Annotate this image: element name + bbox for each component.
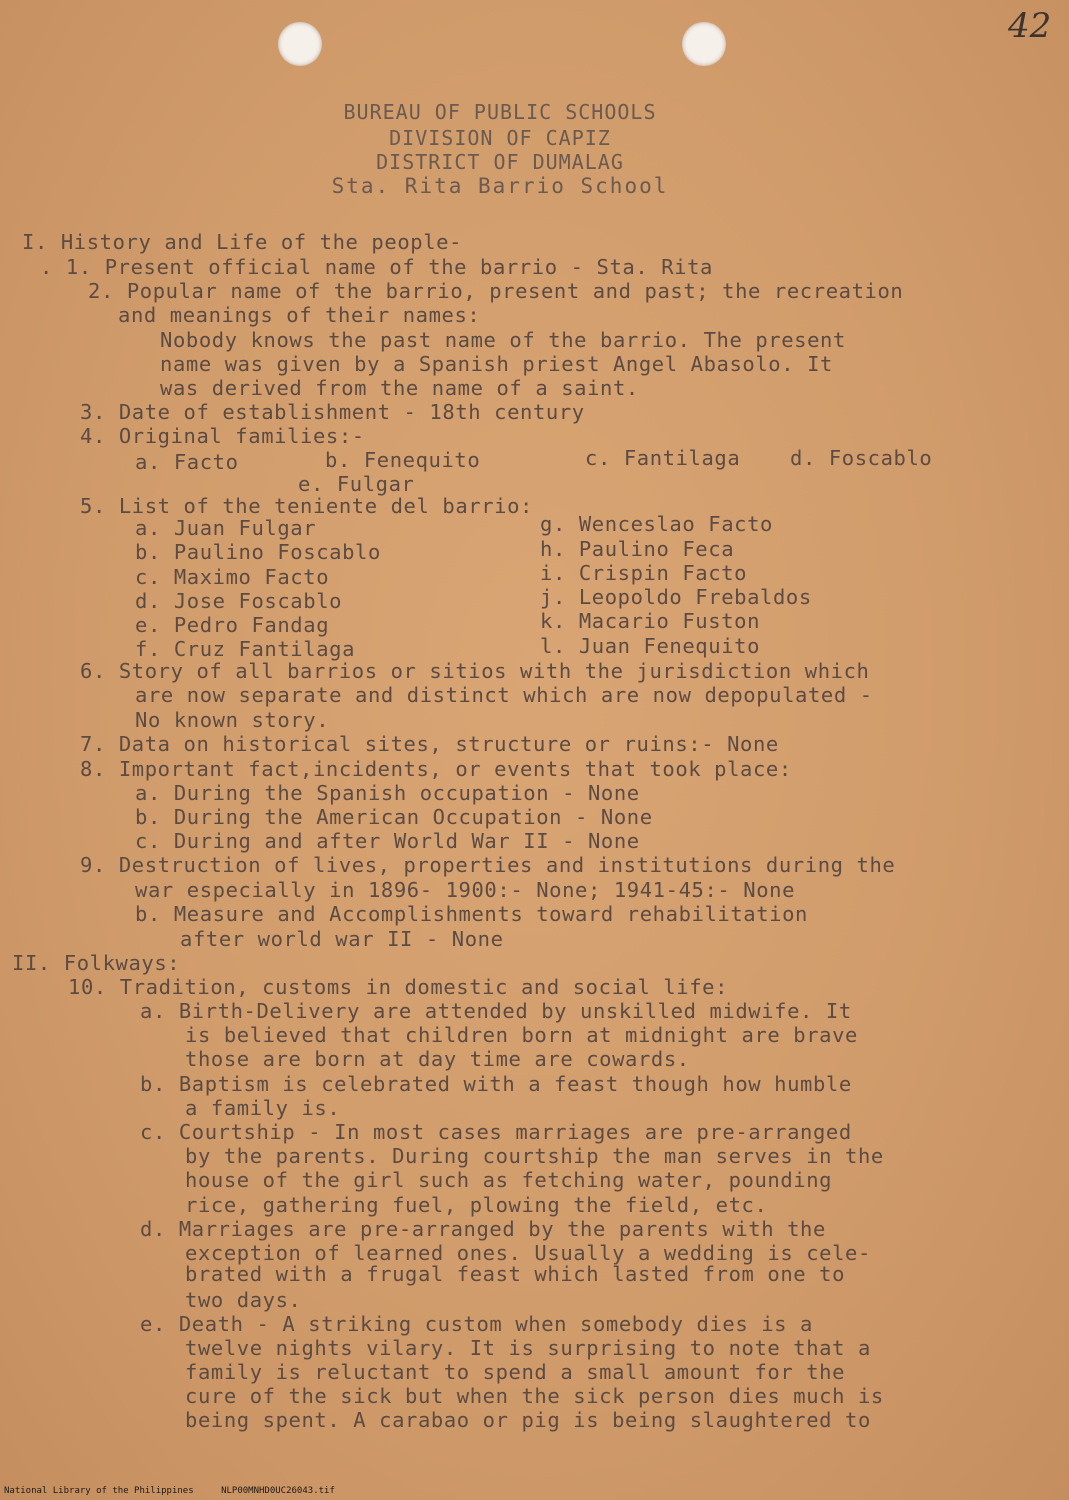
text-line: 8. Important fact,incidents, or events that took place:	[80, 757, 792, 781]
text-line: c. Courtship - In most cases marriages are pre-arranged	[140, 1120, 852, 1144]
text-line: a family is.	[185, 1096, 341, 1120]
text-line: two days.	[185, 1288, 302, 1312]
text-line: b. During the American Occupation - None	[135, 805, 653, 829]
teniente-item: i. Crispin Facto	[540, 561, 748, 585]
teniente-item: h. Paulino Feca	[540, 537, 735, 561]
text-line: 4. Original families:-	[80, 424, 365, 448]
text-line: 5. List of the teniente del barrio:	[80, 494, 533, 518]
text-line: 10. Tradition, customs in domestic and social life:	[68, 975, 729, 999]
text-line: c. During and after World War II - None	[135, 829, 640, 853]
text-line: 9. Destruction of lives, properties and institutions during the	[80, 853, 896, 877]
text-line: 3. Date of establishment - 18th century	[80, 400, 585, 424]
page-number: 42	[1008, 6, 1052, 46]
text-line: No known story.	[135, 708, 330, 732]
text-line: Nobody knows the past name of the barrio. The present	[160, 328, 846, 352]
punch-hole-left	[278, 22, 322, 66]
text-line: and meanings of their names:	[118, 303, 481, 327]
scan-footer	[4, 1486, 357, 1496]
teniente-item: a. Juan Fulgar	[135, 516, 317, 540]
header-school: Sta. Rita Barrio School	[331, 174, 669, 198]
teniente-item: e. Pedro Fandag	[135, 613, 330, 637]
text-line: family is reluctant to spend a small amount for the	[185, 1360, 846, 1384]
text-line: 2. Popular name of the barrio, present and past; the recreation	[88, 279, 904, 303]
family-item: d. Foscablo	[790, 446, 933, 470]
text-line: 6. Story of all barrios or sitios with the jurisdiction which	[80, 659, 870, 683]
teniente-item: d. Jose Foscablo	[135, 589, 343, 613]
text-line: after world war II - None	[180, 927, 504, 951]
text-line: is believed that children born at midnight are brave	[185, 1023, 858, 1047]
text-line: brated with a frugal feast which lasted from one to	[185, 1262, 846, 1286]
text-line: being spent. A carabao or pig is being slaughtered to	[185, 1408, 871, 1432]
text-line: rice, gathering fuel, plowing the field, etc.	[185, 1193, 768, 1217]
teniente-item: l. Juan Fenequito	[540, 634, 761, 658]
header-bureau: BUREAU OF PUBLIC SCHOOLS	[343, 100, 657, 124]
family-item: e. Fulgar	[298, 472, 415, 496]
text-line: by the parents. During courtship the man serves in the	[185, 1144, 884, 1168]
text-line: b. Baptism is celebrated with a feast though how humble	[140, 1072, 852, 1096]
teniente-item: g. Wenceslao Facto	[540, 512, 773, 536]
text-line: war especially in 1896- 1900:- None; 1941-45:- None	[135, 878, 796, 902]
text-line: d. Marriages are pre-arranged by the parents with the	[140, 1217, 826, 1241]
family-item: b. Fenequito	[325, 448, 481, 472]
family-item: c. Fantilaga	[585, 446, 741, 470]
text-line: a. During the Spanish occupation - None	[135, 781, 640, 805]
footer-library: National Library of the Philippines	[4, 1486, 194, 1496]
text-line: twelve nights vilary. It is surprising to note that a	[185, 1336, 871, 1360]
teniente-item: b. Paulino Foscablo	[135, 540, 381, 564]
text-line: exception of learned ones. Usually a wedding is cele-	[185, 1241, 871, 1265]
text-line: house of the girl such as fetching water, pounding	[185, 1168, 833, 1192]
section-heading: II. Folkways:	[12, 951, 181, 975]
section-heading: I. History and Life of the people-	[22, 230, 463, 254]
punch-hole-right	[682, 22, 726, 66]
family-item: a. Facto	[135, 450, 239, 474]
teniente-item: k. Macario Fuston	[540, 609, 761, 633]
text-line: are now separate and distinct which are now depopulated -	[135, 683, 873, 707]
text-line: e. Death - A striking custom when somebody dies is a	[140, 1312, 813, 1336]
teniente-item: j. Leopoldo Frebaldos	[540, 585, 812, 609]
header-division: DIVISION OF CAPIZ	[389, 126, 611, 150]
text-line: name was given by a Spanish priest Angel Abasolo. It	[160, 352, 833, 376]
text-line: b. Measure and Accomplishments toward rehabilitation	[135, 902, 808, 926]
footer-filename: NLP00MNHD0UC26043.tif	[221, 1486, 335, 1496]
teniente-item: c. Maximo Facto	[135, 565, 330, 589]
header-district: DISTRICT OF DUMALAG	[376, 150, 624, 174]
text-line: 7. Data on historical sites, structure or ruins:- None	[80, 732, 779, 756]
teniente-item: f. Cruz Fantilaga	[135, 637, 356, 661]
text-line: those are born at day time are cowards.	[185, 1047, 690, 1071]
text-line: . 1. Present official name of the barrio - Sta. Rita	[40, 255, 713, 279]
text-line: was derived from the name of a saint.	[160, 376, 639, 400]
text-line: a. Birth-Delivery are attended by unskilled midwife. It	[140, 999, 852, 1023]
text-line: cure of the sick but when the sick person dies much is	[185, 1384, 884, 1408]
